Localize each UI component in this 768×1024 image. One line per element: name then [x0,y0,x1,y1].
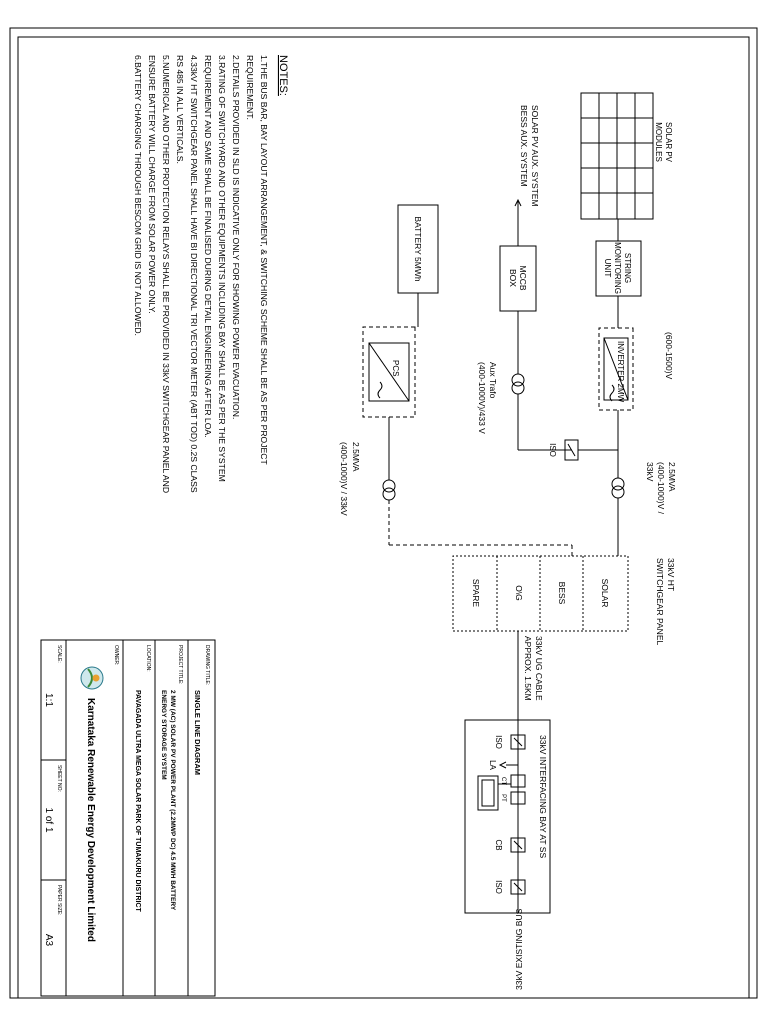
ht-switchgear-panel [453,556,676,645]
panel-spare: SPARE [471,578,481,608]
project-title: 2 MW (AC) SOLAR PV POWER PLANT (2.2MWP DC) 4.5 MWH BATTERY [169,690,176,911]
solar-pv-label: MODULES [654,122,663,162]
solar-pv-modules [581,93,673,219]
inner-border [18,37,749,998]
bay-la: LA [488,760,497,770]
sheet-value: 1 of 1 [43,807,54,833]
sheet-label: SHEET NO: [56,765,62,792]
bay-cb: CB [494,839,503,851]
cable-label: APPROX. 1.5KM [523,636,533,701]
smu-label: UNIT [603,258,612,278]
panel-solar: SOLAR [600,578,610,608]
note-line: 4.33kV HT SWITCHGEAR PANEL SHALL HAVE BI DIRECTIONAL TRI VECTOR METER (ABT TOD) 0.2S CLASS [189,55,199,493]
bay-title: 33kV INTERFACING BAY AT SS [538,735,548,859]
inverter-voltage: (600-1500)V [664,332,674,380]
bay-pt: PT [500,794,506,802]
smu-label: MONITORING [613,242,622,294]
tr1-label: 2.5MVA [667,462,677,492]
ug-cable [518,631,544,720]
tr2-label: 2.5MVA [351,442,361,472]
cable-label: 33kV UG CABLE [534,636,544,701]
kredl-logo [81,667,103,689]
tr1-label: 33kV [645,462,655,482]
scale-label: SCALE: [56,645,62,663]
rotated-drawing [41,55,677,996]
location-label: LOCATION: [145,645,151,672]
inverter-label: INVERTER 2MW [616,341,625,403]
aux-trafo-label: (400-1000V)/433 V [477,362,487,434]
aux-system [477,105,618,460]
note-line: 1.THE BUS BAR, BAY LAYOUT ARRANGEMENT, & SWITCHING SCHEME SHALL BE AS PER PROJECT [259,55,269,465]
notes-heading: NOTES: [277,55,289,96]
battery-storage [339,205,572,556]
location: PAVAGADA ULTRA MEGA SOLAR PARK OF TUMAKURU DISTRICT [134,690,141,912]
bay-iso-1: ISO [494,735,503,749]
project-title: ENERGY STORAGE SYSTEM [160,690,167,780]
owner-label: OWNER: [113,645,119,666]
tr1-label: (400-1000)V / [656,462,666,514]
notes-block [133,55,289,493]
string-monitoring-unit [596,241,641,296]
pcs-label: PCS [391,360,400,377]
aux-label: BESS AUX. SYSTEM [519,105,529,187]
paper-value: A3 [43,933,54,947]
project-title-label: PROJECT TITLE: [177,645,183,685]
bay-iso-2: ISO [494,880,503,894]
note-line: 6.BATTERY CHARGING THROUGH BESCOM GRID IS NOT ALLOWED. [133,55,143,336]
note-line: 5.NUMERICAL AND OTHER PROTECTION RELAYS SHALL BE PROVIDED IN 33kV SWITCHGEAR PANEL AND [161,55,171,494]
note-line: REQUIREMENT AND SAME SHALL BE FINALISED DURING DETAIL ENGINEERING AFTER LOA. [203,55,213,438]
aux-label: SOLAR PV AUX. SYSTEM [530,105,540,207]
scale-value: 1:1 [43,693,54,707]
iso-small-label: ISO [548,443,557,457]
paper-label: PAPER SIZE: [56,885,62,916]
note-line: REQUIREMENT. [245,55,255,120]
aux-trafo-label: Aux Trafo [488,362,498,399]
inverter [599,328,674,410]
panel-bess: BESS [557,581,567,605]
title-block [41,640,215,996]
existing-bus-label: 33kV EXISTING BUS [514,908,524,990]
note-line: 3.RATING OF SWITCHYARD AND OTHER EQUIPMENTS INCLUDING BAY SHALL BE AS PER THE SYSTEM [217,55,227,482]
solar-pv-label: SOLAR PV [664,121,673,163]
outer-border [10,28,757,998]
mccb-label: MCCB [518,265,528,291]
switchgear-label: SWITCHGEAR PANEL [655,558,665,646]
drawing-title: SINGLE LINE DIAGRAM [193,690,202,776]
transformer-solar [612,462,677,515]
note-line: 2.DETAILS PROVIDED IN SLD IS INDICATIVE ONLY FOR SHOWING POWER EVACUATION. [231,55,241,420]
note-line: ENSURE BATTERY WILL CHARGE FROM SOLAR POWER ONLY. [147,55,157,314]
drawing-title-label: DRAWING TITLE: [204,645,210,686]
owner-name: Karnataka Renewable Energy Development Limited [85,698,96,942]
switchgear-label: 33kV HT [666,558,676,592]
tr2-label: (400-1000)V / 33kV [339,442,349,516]
note-line: RS 485 IN ALL VERTICALS. [175,55,185,164]
interfacing-bay [465,720,550,913]
mccb-label: BOX [508,269,518,287]
battery-label: BATTERY 5MWh [413,216,423,282]
smu-label: STRING [623,252,632,284]
bay-ct: CT [500,777,506,785]
panel-og: O\G [514,585,524,601]
